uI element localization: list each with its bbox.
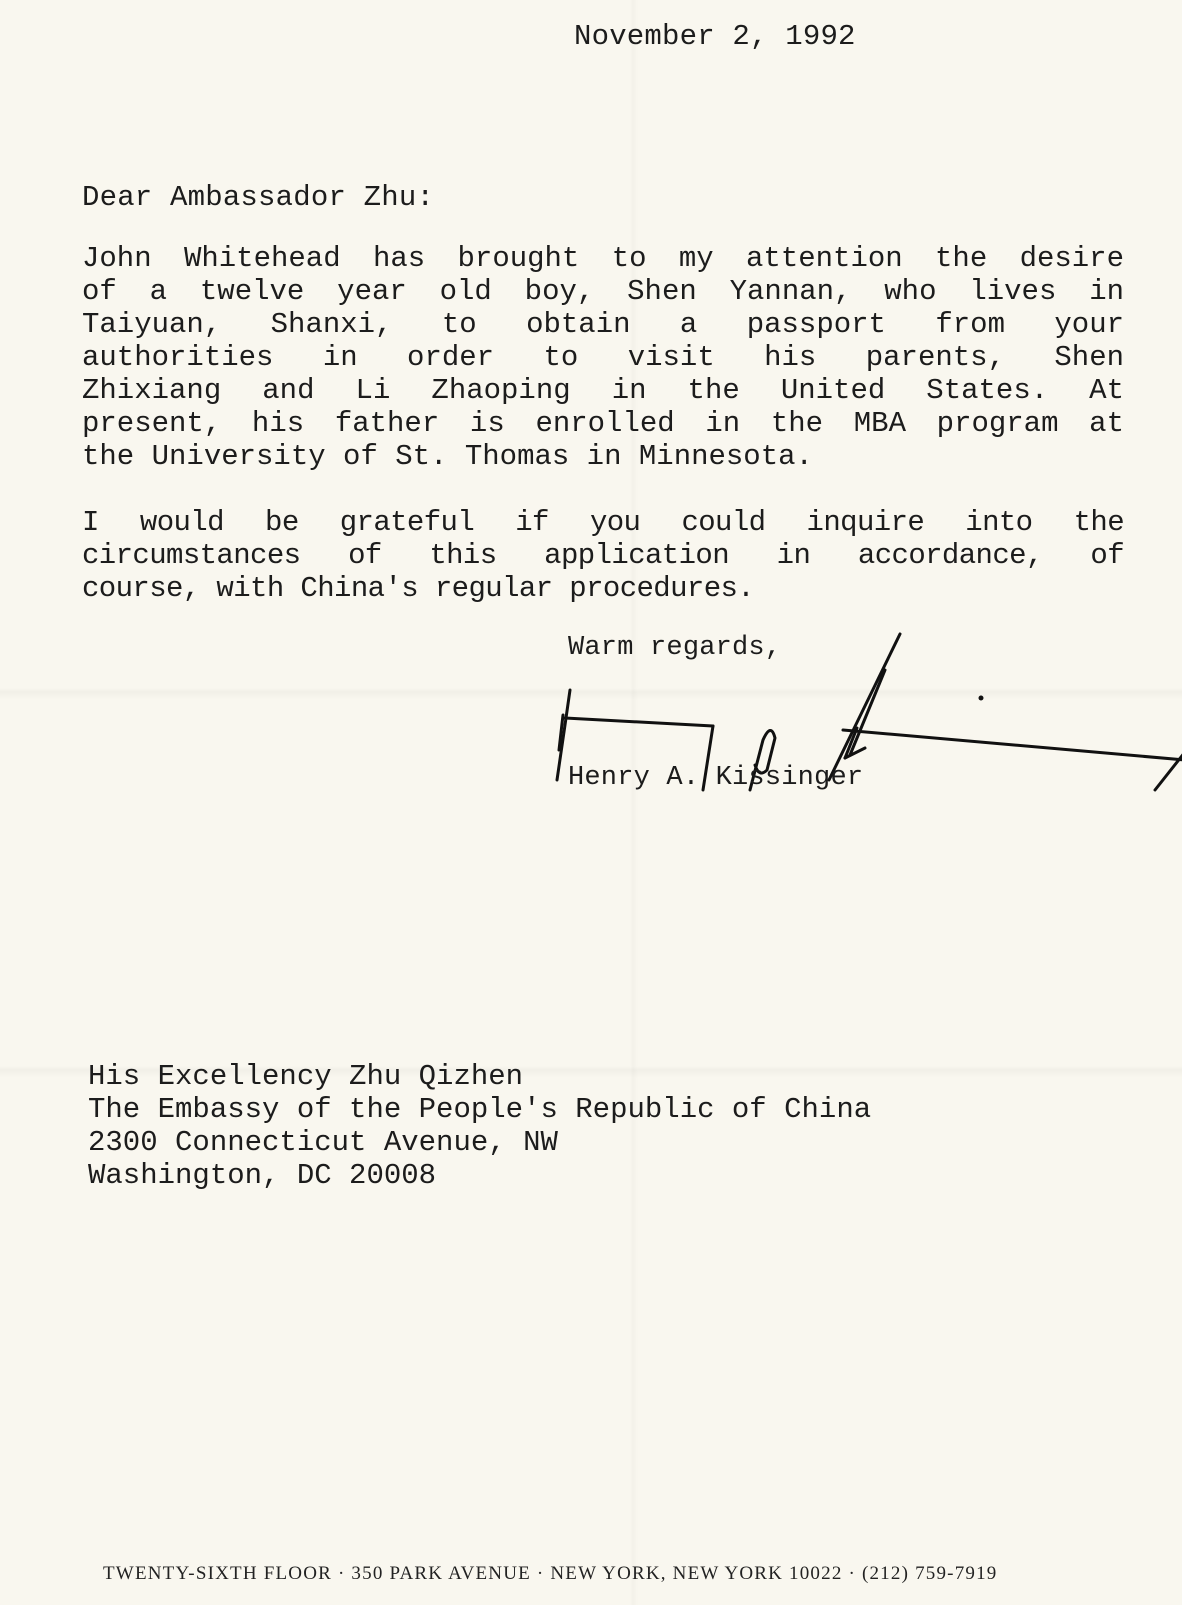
- address-line: 2300 Connecticut Avenue, NW: [88, 1126, 558, 1159]
- paragraph-line: course, with China's regular procedures.: [82, 572, 755, 605]
- signer-name: Henry A. Kissinger: [568, 763, 864, 793]
- address-line: His Excellency Zhu Qizhen: [88, 1060, 524, 1093]
- letterhead-footer: TWENTY-SIXTH FLOOR · 350 PARK AVENUE · NEW YORK, NEW YORK 10022 · (212) 759-7919: [103, 1563, 998, 1584]
- paragraph-line: present, his father is enrolled in the MBA program at: [82, 407, 1124, 440]
- letter-date: November 2, 1992: [574, 20, 856, 53]
- paragraph-line: I would be grateful if you could inquire into the: [82, 506, 1124, 539]
- address-line: Washington, DC 20008: [88, 1159, 437, 1192]
- paragraph-line: Zhixiang and Li Zhaoping in the United States. At: [82, 374, 1124, 407]
- paragraph-line: Taiyuan, Shanxi, to obtain a passport from your: [82, 308, 1124, 341]
- paragraph-line: circumstances of this application in accordance, of: [82, 539, 1124, 572]
- paragraph-line: authorities in order to visit his parents, Shen: [82, 341, 1124, 374]
- body-paragraph-2: [82, 506, 1124, 605]
- paragraph-line: of a twelve year old boy, Shen Yannan, who lives in: [82, 275, 1124, 308]
- salutation: Dear Ambassador Zhu:: [82, 181, 435, 214]
- body-paragraph-1: [82, 242, 1124, 473]
- address-line: The Embassy of the People's Republic of China: [88, 1093, 872, 1126]
- paragraph-line: John Whitehead has brought to my attention the desire: [82, 242, 1124, 275]
- closing: Warm regards,: [568, 633, 782, 663]
- recipient-address: [88, 1060, 871, 1192]
- paragraph-line: the University of St. Thomas in Minnesota.: [82, 440, 813, 473]
